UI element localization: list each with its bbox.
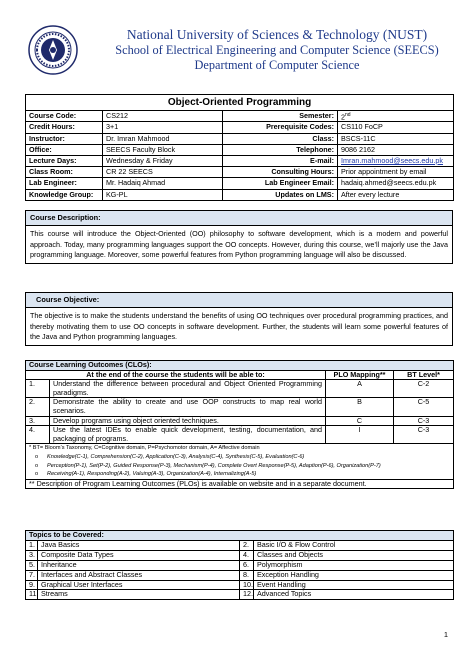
clo-row bbox=[26, 426, 454, 444]
bt-value: C-5 bbox=[394, 398, 454, 416]
info-value: 3+1 bbox=[103, 122, 223, 133]
department-name: Department of Computer Science bbox=[194, 58, 360, 72]
bt-bullet-item bbox=[29, 453, 450, 462]
info-label: Knowledge Group: bbox=[26, 189, 103, 200]
plo-value: B bbox=[326, 398, 394, 416]
bullet-icon: o bbox=[35, 462, 39, 469]
bullet-icon: o bbox=[35, 471, 39, 478]
topic-number: 2. bbox=[240, 540, 254, 550]
topic-name: Java Basics bbox=[38, 540, 240, 550]
info-value: SEECS Faculty Block bbox=[103, 144, 223, 155]
clo-row bbox=[26, 398, 454, 416]
info-value: Mr. Hadaiq Ahmad bbox=[103, 178, 223, 189]
clo-number: 2. bbox=[26, 398, 50, 416]
bt-bullet-item bbox=[29, 470, 450, 479]
topic-number: 10. bbox=[240, 580, 254, 590]
info-label: Credit Hours: bbox=[26, 122, 103, 133]
info-label: Lab Engineer Email: bbox=[223, 178, 338, 189]
info-label: Updates on LMS: bbox=[223, 189, 338, 200]
info-value: BSCS-11C bbox=[338, 133, 454, 144]
topic-number: 12. bbox=[240, 590, 254, 600]
topic-row bbox=[26, 560, 454, 570]
section-heading: Topics to be Covered: bbox=[26, 531, 454, 541]
nust-crest-icon bbox=[28, 25, 78, 75]
info-label: E-mail: bbox=[223, 155, 338, 166]
info-label: Semester: bbox=[223, 111, 338, 122]
info-value: Dr. Imran Mahmood bbox=[103, 133, 223, 144]
semester-suffix: nd bbox=[345, 112, 351, 118]
topics-table bbox=[25, 530, 454, 600]
topic-number: 4. bbox=[240, 550, 254, 560]
topic-number: 9. bbox=[26, 580, 38, 590]
info-label: Lab Engineer: bbox=[26, 178, 103, 189]
info-row bbox=[26, 155, 454, 166]
bullet-icon: o bbox=[35, 453, 39, 460]
plo-value: C bbox=[326, 416, 394, 426]
bt-bullet-item bbox=[29, 462, 450, 471]
course-description-text: This course will introduce the Object-Oriented (OO) philosophy to software development, which is a modern and powerful approach. Today, many programming languages support the OO concepts. However, during this course, we’ll majorly use the Java programming language. Moreover, some powerful features from Python programming language will also be discussed. bbox=[30, 229, 448, 259]
topic-name: Advanced Topics bbox=[254, 590, 454, 600]
info-label: Prerequisite Codes: bbox=[223, 122, 338, 133]
info-value bbox=[338, 111, 454, 122]
info-value: CR 22 SEECS bbox=[103, 167, 223, 178]
info-label: Class Room: bbox=[26, 167, 103, 178]
clo-row bbox=[26, 380, 454, 398]
topic-number: 8. bbox=[240, 570, 254, 580]
plo-footnote: ** Description of Program Learning Outcomes (PLOs) is available on website and in a separate document. bbox=[26, 479, 454, 489]
course-title: Object-Oriented Programming bbox=[26, 95, 454, 111]
section-heading: Course Description: bbox=[26, 211, 452, 226]
topic-name: Interfaces and Abstract Classes bbox=[38, 570, 240, 580]
bt-value: C-2 bbox=[394, 380, 454, 398]
bt-bullet-text: Knowledge(C-1), Comprehension(C-2), Application(C-3), Analysis(C-4), Synthesis(C-5), Evaluation(C-6) bbox=[47, 453, 305, 460]
info-label: Office: bbox=[26, 144, 103, 155]
clo-text: Use the latest IDEs to enable quick development, testing, documentation, and packaging of programs. bbox=[50, 426, 326, 444]
plo-column-header: PLO Mapping** bbox=[326, 370, 394, 380]
section-heading: Course Objective: bbox=[26, 293, 452, 308]
topic-number: 7. bbox=[26, 570, 38, 580]
topic-name: Polymorphism bbox=[254, 560, 454, 570]
clo-number: 4. bbox=[26, 426, 50, 444]
topic-name: Inheritance bbox=[38, 560, 240, 570]
info-label: Course Code: bbox=[26, 111, 103, 122]
topic-name: Graphical User Interfaces bbox=[38, 580, 240, 590]
topic-number: 11. bbox=[26, 590, 38, 600]
info-row bbox=[26, 178, 454, 189]
info-row bbox=[26, 167, 454, 178]
topic-name: Streams bbox=[38, 590, 240, 600]
bt-value: C-3 bbox=[394, 426, 454, 444]
plo-value: I bbox=[326, 426, 394, 444]
course-info-table bbox=[25, 94, 454, 201]
info-row bbox=[26, 111, 454, 122]
info-row bbox=[26, 144, 454, 155]
info-row bbox=[26, 122, 454, 133]
info-value: After every lecture bbox=[338, 189, 454, 200]
info-label: Class: bbox=[223, 133, 338, 144]
school-name: School of Electrical Engineering and Computer Science (SEECS) bbox=[115, 43, 439, 57]
clo-table bbox=[25, 360, 454, 489]
course-description-section bbox=[25, 210, 453, 264]
clo-number: 1. bbox=[26, 380, 50, 398]
topic-row bbox=[26, 540, 454, 550]
topic-number: 6. bbox=[240, 560, 254, 570]
topic-name: Composite Data Types bbox=[38, 550, 240, 560]
section-heading: Course Learning Outcomes (CLOs): bbox=[26, 361, 454, 371]
info-value: CS110 FoCP bbox=[338, 122, 454, 133]
topic-row bbox=[26, 570, 454, 580]
topic-row bbox=[26, 550, 454, 560]
topic-name: Basic I/O & Flow Control bbox=[254, 540, 454, 550]
university-name: National University of Sciences & Technology (NUST) bbox=[126, 27, 428, 42]
topic-row bbox=[26, 590, 454, 600]
info-value: Prior appointment by email bbox=[338, 167, 454, 178]
bloom-taxonomy-notes bbox=[26, 444, 454, 479]
clo-text: Develop programs using object oriented techniques. bbox=[50, 416, 326, 426]
topic-name: Event Handling bbox=[254, 580, 454, 590]
instructor-email-link[interactable]: Imran.mahmood@seecs.edu.pk bbox=[338, 155, 454, 166]
info-value: CS212 bbox=[103, 111, 223, 122]
course-objective-text: The objective is to make the students understand the benefits of using OO techniques over procedural programming practices, and thereby motivating them to use OO concepts in software development. Further, the students will learn some powerful features of the Java and Python programming languages. bbox=[30, 311, 448, 341]
info-label: Telephone: bbox=[223, 144, 338, 155]
info-label: Lecture Days: bbox=[26, 155, 103, 166]
bt-footnote: * BT= Bloom’s Taxonomy, C=Cognitive domain, P=Psychomotor domain, A= Affective domain bbox=[29, 445, 260, 452]
document-header bbox=[0, 0, 474, 88]
info-row bbox=[26, 133, 454, 144]
info-value: hadaiq.ahmed@seecs.edu.pk bbox=[338, 178, 454, 189]
topic-number: 1. bbox=[26, 540, 38, 550]
topic-name: Exception Handling bbox=[254, 570, 454, 580]
bt-value: C-3 bbox=[394, 416, 454, 426]
info-value: KG-PL bbox=[103, 189, 223, 200]
semester-value: 2 bbox=[341, 112, 345, 122]
clo-text: Demonstrate the ability to create and use OOP constructs to map real world scenarios. bbox=[50, 398, 326, 416]
info-value: 9086 2162 bbox=[338, 144, 454, 155]
topic-number: 3. bbox=[26, 550, 38, 560]
page-number: 1 bbox=[443, 630, 448, 639]
topic-number: 5. bbox=[26, 560, 38, 570]
info-label: Consulting Hours: bbox=[223, 167, 338, 178]
course-objective-section bbox=[25, 292, 453, 346]
info-label: Instructor: bbox=[26, 133, 103, 144]
bt-bullet-text: Perception(P-1), Set(P-2), Guided Response(P-3), Mechanism(P-4), Complete Overt Response(P-5), Adaption(P-6), Organization(P-7) bbox=[47, 462, 381, 469]
clo-text: Understand the difference between procedural and Object Oriented Programming paradigms. bbox=[50, 380, 326, 398]
clo-number: 3. bbox=[26, 416, 50, 426]
bt-bullet-text: Receiving(A-1), Responding(A-2), Valuing(A-3), Organization(A-4), Internalizing(A-5) bbox=[47, 471, 257, 478]
topic-name: Classes and Objects bbox=[254, 550, 454, 560]
topic-row bbox=[26, 580, 454, 590]
bt-column-header: BT Level* bbox=[394, 370, 454, 380]
plo-value: A bbox=[326, 380, 394, 398]
info-value: Wednesday & Friday bbox=[103, 155, 223, 166]
info-row bbox=[26, 189, 454, 200]
clo-column-header: At the end of the course the students will be able to: bbox=[26, 370, 326, 380]
